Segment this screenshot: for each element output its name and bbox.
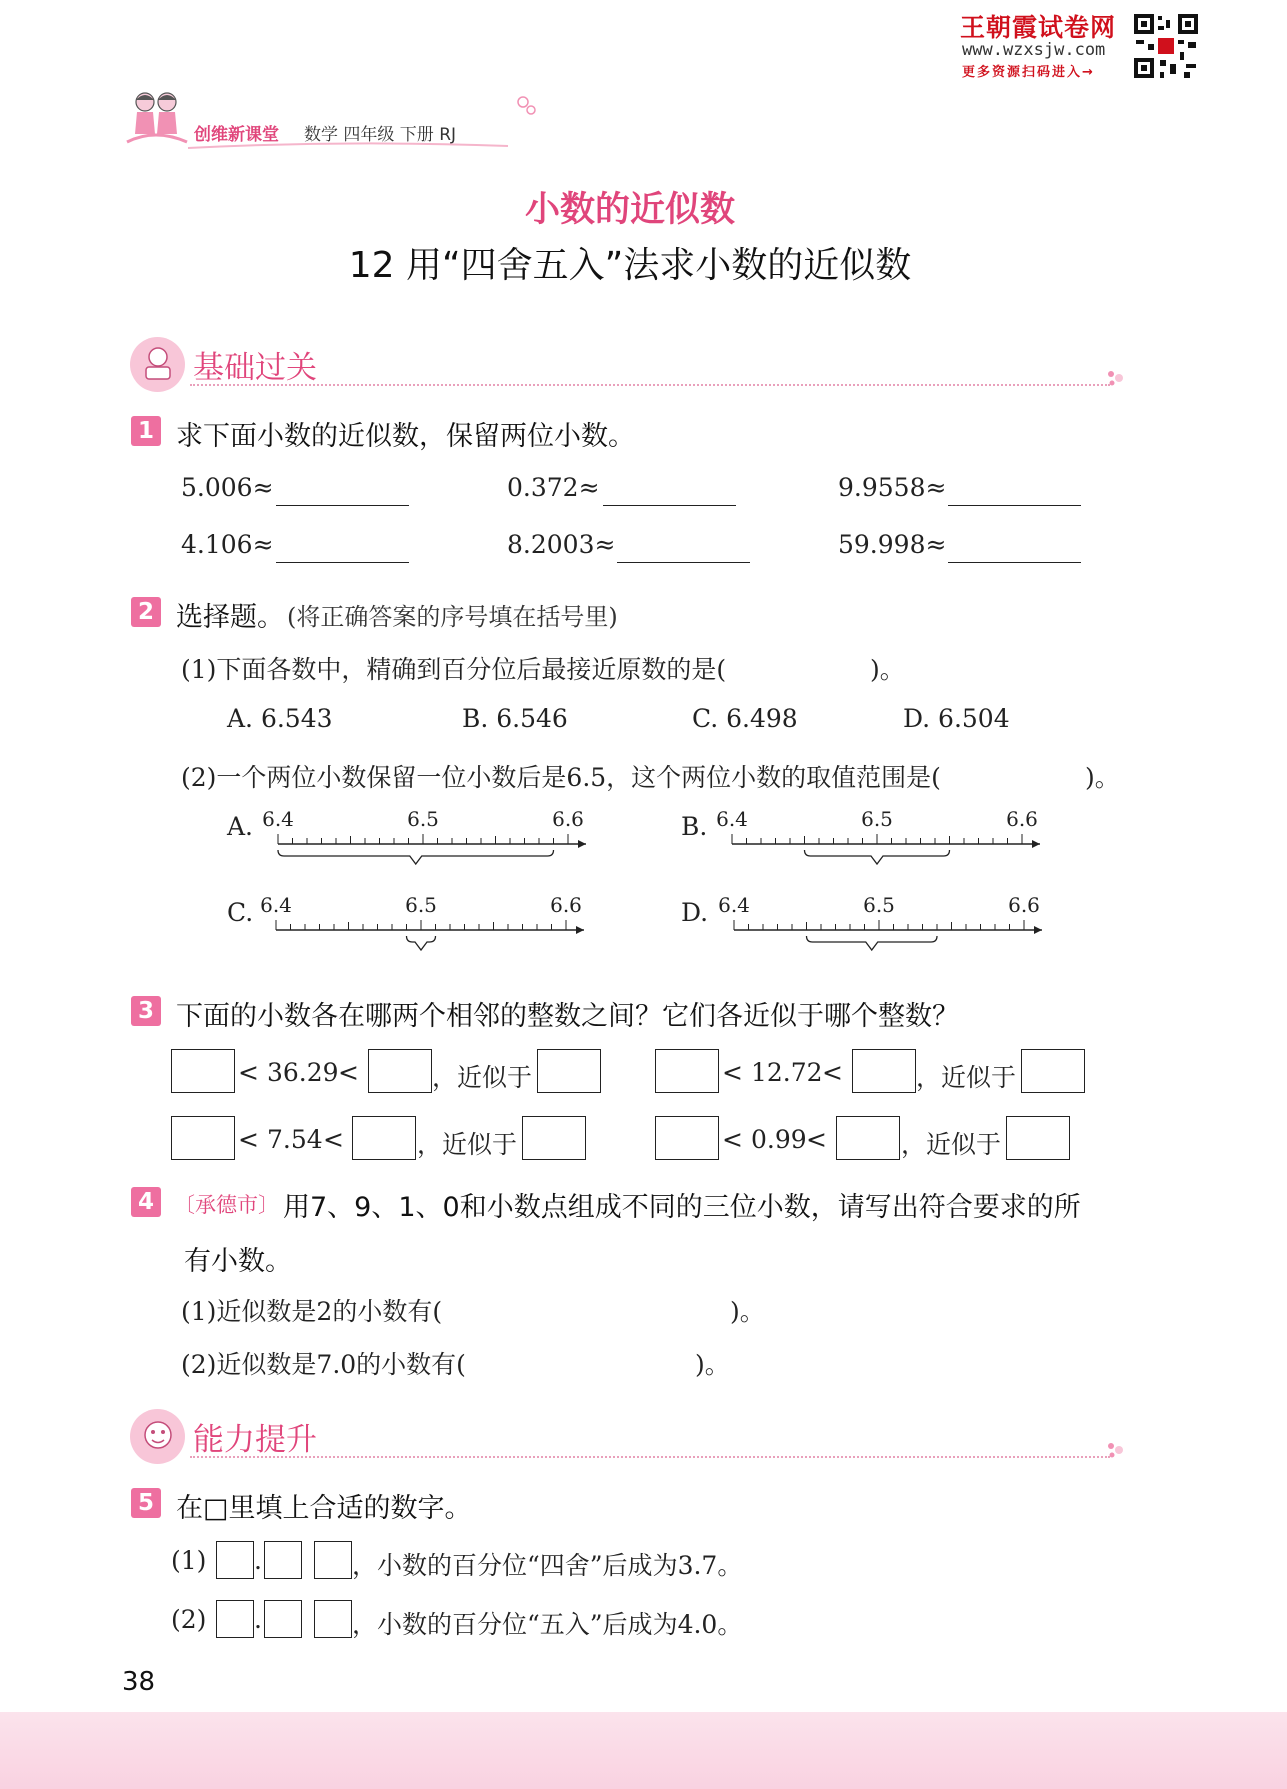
question-2-prompt: 选择题。 bbox=[176, 602, 284, 633]
range-brace bbox=[407, 936, 436, 950]
q2-sub1-text: (1)下面各数中，精确到百分位后最接近原数的是( bbox=[181, 655, 727, 684]
q1-item-3: 9.9558≈ bbox=[838, 473, 947, 502]
question-4-badge: 4 bbox=[131, 1187, 161, 1217]
q2-nl-label-a[interactable]: A. bbox=[227, 812, 254, 841]
q3-approx-label: ，近似于 bbox=[901, 1130, 1002, 1159]
q3-box-3b[interactable] bbox=[352, 1116, 416, 1160]
question-4-prompt-line2: 有小数。 bbox=[184, 1246, 292, 1277]
q5-sub1-text: ，小数的百分位“四舍”后成为3.7。 bbox=[352, 1551, 743, 1580]
q3-box-2b[interactable] bbox=[852, 1049, 916, 1093]
series-name: 创维新课堂 bbox=[194, 125, 279, 145]
dots-icon bbox=[1105, 368, 1129, 388]
q3-box-4c[interactable] bbox=[1006, 1116, 1070, 1160]
q3-lt: < bbox=[806, 1125, 827, 1154]
number-line-tick-label: 6.5 bbox=[407, 807, 439, 831]
q3-box-4b[interactable] bbox=[836, 1116, 900, 1160]
number-line-tick-label: 6.6 bbox=[550, 893, 582, 917]
q2-sub2-answer[interactable] bbox=[1020, 760, 1080, 790]
q5-sub1-box-tenths[interactable] bbox=[264, 1541, 302, 1579]
q1-answer-2[interactable] bbox=[603, 505, 736, 506]
q3-lt: < bbox=[323, 1125, 344, 1154]
number-line-tick-label: 6.5 bbox=[863, 893, 895, 917]
q1-item-4: 4.106≈ bbox=[181, 530, 274, 559]
number-line-tick-label: 6.5 bbox=[405, 893, 437, 917]
decimal-point: . bbox=[254, 1605, 262, 1634]
number-line-b bbox=[716, 807, 1054, 876]
q5-sub2-box-tenths[interactable] bbox=[264, 1600, 302, 1638]
q3-approx-label: ，近似于 bbox=[916, 1063, 1017, 1092]
q4-sub2-answer[interactable] bbox=[520, 1347, 680, 1377]
q3-approx-label: ，近似于 bbox=[432, 1063, 533, 1092]
q4-sub1-answer[interactable] bbox=[495, 1294, 715, 1324]
q3-box-1a[interactable] bbox=[171, 1049, 235, 1093]
q2-sub1-option-b[interactable]: B. 6.546 bbox=[462, 704, 568, 733]
brand-tagline: 更多资源扫码进入→ bbox=[962, 65, 1095, 80]
q2-sub1-close: )。 bbox=[870, 655, 905, 684]
q5-sub1-box-hundredths[interactable] bbox=[314, 1541, 352, 1579]
range-brace bbox=[805, 850, 950, 864]
q3-lt: < bbox=[238, 1058, 259, 1087]
book-info: 数学 四年级 下册 RJ bbox=[304, 125, 457, 145]
q2-sub1-answer[interactable] bbox=[805, 652, 865, 682]
q1-item-5: 8.2003≈ bbox=[507, 530, 616, 559]
q3-approx-label: ，近似于 bbox=[417, 1130, 518, 1159]
number-line-tick-label: 6.4 bbox=[716, 807, 748, 831]
q3-box-4a[interactable] bbox=[655, 1116, 719, 1160]
q2-nl-label-d[interactable]: D. bbox=[681, 898, 709, 927]
number-line-c bbox=[260, 893, 598, 962]
q2-sub2-close: )。 bbox=[1085, 763, 1120, 792]
q5-sub2-label: (2) bbox=[171, 1605, 207, 1634]
question-4-prompt-line1: 用7、9、1、0和小数点组成不同的三位小数，请写出符合要求的所 bbox=[283, 1192, 1081, 1223]
qr-code-icon[interactable] bbox=[1132, 12, 1200, 80]
flower-icon bbox=[515, 94, 539, 118]
section-divider bbox=[190, 1456, 1110, 1458]
q1-item-2: 0.372≈ bbox=[507, 473, 600, 502]
number-line-d bbox=[718, 893, 1056, 962]
q2-sub1-option-d[interactable]: D. 6.504 bbox=[903, 704, 1010, 733]
axis-arrow-icon bbox=[578, 840, 586, 848]
question-3-prompt: 下面的小数各在哪两个相邻的整数之间？它们各近似于哪个整数？ bbox=[176, 1001, 959, 1032]
section-title: 小数的近似数 bbox=[524, 190, 735, 230]
number-line-tick-label: 6.5 bbox=[861, 807, 893, 831]
axis-arrow-icon bbox=[576, 926, 584, 934]
q3-box-3a[interactable] bbox=[171, 1116, 235, 1160]
q3-value-1: 36.29 bbox=[267, 1058, 339, 1087]
number-line-tick-label: 6.4 bbox=[260, 893, 292, 917]
axis-arrow-icon bbox=[1032, 840, 1040, 848]
kids-mascot-icon bbox=[125, 88, 190, 154]
q3-lt: < bbox=[238, 1125, 259, 1154]
q4-sub2-close: )。 bbox=[695, 1350, 730, 1379]
q3-box-1c[interactable] bbox=[537, 1049, 601, 1093]
section-advanced-title: 能力提升 bbox=[193, 1422, 317, 1458]
q2-sub2-text: (2)一个两位小数保留一位小数后是6.5，这个两位小数的取值范围是( bbox=[181, 763, 941, 792]
q3-box-2a[interactable] bbox=[655, 1049, 719, 1093]
question-3-badge: 3 bbox=[131, 996, 161, 1026]
q3-value-3: 7.54 bbox=[267, 1125, 323, 1154]
q3-value-2: 12.72 bbox=[751, 1058, 823, 1087]
section-basic-title: 基础过关 bbox=[193, 350, 317, 386]
header-underline bbox=[188, 140, 508, 154]
brand-url[interactable]: www.wzxsjw.com bbox=[962, 40, 1106, 60]
q2-sub1-option-c[interactable]: C. 6.498 bbox=[692, 704, 798, 733]
number-line-tick-label: 6.6 bbox=[1008, 893, 1040, 917]
page-number: 38 bbox=[122, 1667, 156, 1697]
decimal-point: . bbox=[254, 1546, 262, 1575]
q5-sub1-box-ones[interactable] bbox=[216, 1541, 254, 1579]
question-5-prompt: 在□里填上合适的数字。 bbox=[176, 1493, 472, 1524]
monkey-face-icon bbox=[138, 1415, 178, 1455]
q2-nl-label-c[interactable]: C. bbox=[227, 898, 254, 927]
q1-answer-6[interactable] bbox=[948, 562, 1081, 563]
q3-value-4: 0.99 bbox=[751, 1125, 807, 1154]
number-line-tick-label: 6.4 bbox=[262, 807, 294, 831]
question-5-badge: 5 bbox=[131, 1488, 161, 1518]
q3-lt: < bbox=[722, 1058, 743, 1087]
q1-answer-5[interactable] bbox=[617, 562, 750, 563]
q5-sub2-box-hundredths[interactable] bbox=[314, 1600, 352, 1638]
q5-sub1-label: (1) bbox=[171, 1546, 207, 1575]
question-1-prompt: 求下面小数的近似数，保留两位小数。 bbox=[176, 421, 635, 452]
q3-box-3c[interactable] bbox=[522, 1116, 586, 1160]
footer-band bbox=[0, 1712, 1287, 1789]
q1-answer-3[interactable] bbox=[948, 505, 1081, 506]
range-brace bbox=[807, 936, 938, 950]
question-4-source-tag: 〔承德市〕 bbox=[174, 1193, 279, 1217]
q3-box-2c[interactable] bbox=[1021, 1049, 1085, 1093]
q1-answer-4[interactable] bbox=[276, 562, 409, 563]
q5-sub2-box-ones[interactable] bbox=[216, 1600, 254, 1638]
range-brace bbox=[278, 850, 554, 864]
question-1-badge: 1 bbox=[131, 416, 161, 446]
number-line-tick-label: 6.4 bbox=[718, 893, 750, 917]
section-divider bbox=[190, 384, 1110, 386]
brand-title: 王朝霞试卷网 bbox=[960, 13, 1117, 42]
q1-item-6: 59.998≈ bbox=[838, 530, 947, 559]
q5-sub2-text: ，小数的百分位“五入”后成为4.0。 bbox=[352, 1610, 743, 1639]
number-line-tick-label: 6.6 bbox=[552, 807, 584, 831]
lesson-title: 12 用“四舍五入”法求小数的近似数 bbox=[348, 245, 912, 286]
q4-sub1-close: )。 bbox=[730, 1297, 765, 1326]
q4-sub1-text: (1)近似数是2的小数有( bbox=[181, 1297, 443, 1326]
q1-answer-1[interactable] bbox=[276, 505, 409, 506]
q3-lt: < bbox=[822, 1058, 843, 1087]
girl-reading-icon bbox=[138, 343, 178, 383]
q3-box-1b[interactable] bbox=[368, 1049, 432, 1093]
question-2-note: (将正确答案的序号填在括号里) bbox=[287, 603, 618, 631]
number-line-tick-label: 6.6 bbox=[1006, 807, 1038, 831]
number-line-a bbox=[262, 807, 600, 876]
q1-item-1: 5.006≈ bbox=[181, 473, 274, 502]
q2-sub1-option-a[interactable]: A. 6.543 bbox=[227, 704, 333, 733]
q3-lt: < bbox=[338, 1058, 359, 1087]
q4-sub2-text: (2)近似数是7.0的小数有( bbox=[181, 1350, 466, 1379]
q2-nl-label-b[interactable]: B. bbox=[681, 812, 708, 841]
dots-icon bbox=[1105, 1440, 1129, 1460]
q3-lt: < bbox=[722, 1125, 743, 1154]
question-2-badge: 2 bbox=[131, 597, 161, 627]
axis-arrow-icon bbox=[1034, 926, 1042, 934]
